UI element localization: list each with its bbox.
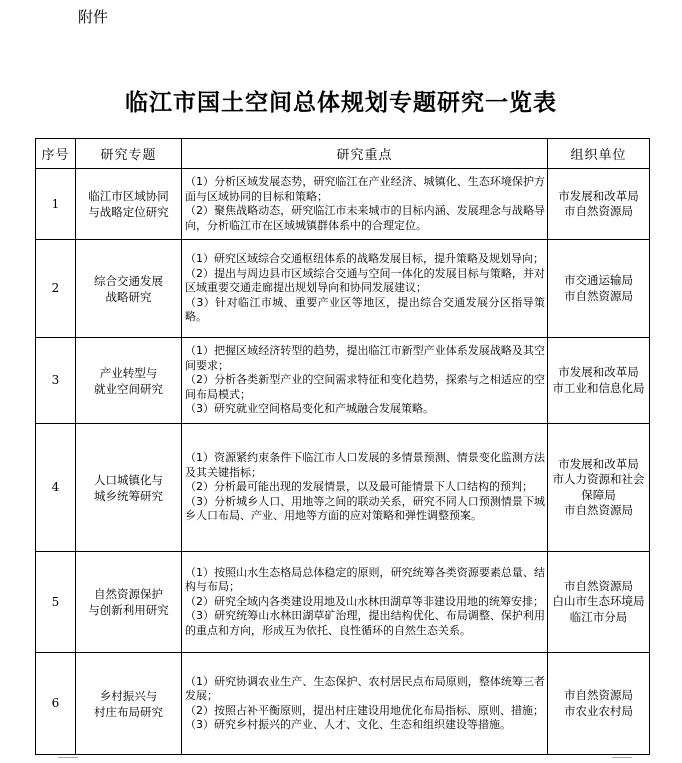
focus-item: （1）研究协调农业生产、生态保护、农村居民点布局原则，整体统筹三者发展； <box>185 674 545 702</box>
focus-item: （3）研究就业空间格局变化和产城融合发展策略。 <box>185 402 434 416</box>
org-line: 市交通运输局 <box>564 273 633 287</box>
header-org: 组织单位 <box>548 139 650 169</box>
focus-item: （3）研究统筹山水林田湖草矿治理，提出结构优化、布局调整、保护利用的重点和方向，形成互为依托、良性循环的自然生态关系。 <box>185 609 545 637</box>
topic-line: 自然资源保护 <box>94 587 163 601</box>
focus-item: （3）分析城乡人口、用地等之间的联动关系，研究不同人口预测情景下城乡人口布局、产业、用地等方面的应对策略和弹性调整预案。 <box>185 494 545 523</box>
row-focus <box>182 169 548 240</box>
row-topic <box>76 552 182 653</box>
header-topic: 研究专题 <box>76 139 182 169</box>
row-org <box>548 169 650 240</box>
topic-line: 村庄布局研究 <box>94 704 163 719</box>
focus-item: （2）研究全域内各类建设用地及山水林田湖草等非建设用地的统筹安排； <box>185 594 544 608</box>
row-index: 5 <box>36 552 76 653</box>
table-row <box>36 424 650 552</box>
row-index: 6 <box>36 653 76 755</box>
focus-item: （2）按照占补平衡原则，提出村庄建设用地优化布局指标、原则、措施； <box>185 703 544 717</box>
topic-line: 与创新利用研究 <box>88 603 169 617</box>
attachment-label: 附件 <box>78 8 109 26</box>
header-focus: 研究重点 <box>182 139 548 169</box>
row-org <box>548 552 650 653</box>
row-topic <box>76 653 182 755</box>
research-topics-table <box>35 138 650 755</box>
page-bottom-mark-left <box>58 757 78 758</box>
row-org <box>548 338 650 424</box>
row-topic <box>76 169 182 240</box>
header-index: 序号 <box>36 139 76 169</box>
focus-item: （2）聚焦战略动态，研究临江市未来城市的目标内涵、发展理念与战略导向，分析临江市在区域城镇群体系中的合理定位。 <box>185 204 545 232</box>
org-line: 市发展和改革局 <box>558 188 639 203</box>
topic-line: 临江市区域协同 <box>88 189 169 203</box>
topic-line: 就业空间研究 <box>94 381 163 396</box>
focus-item: （2）分析最可能出现的发展情景，以及最可能情景下人口结构的预判； <box>185 480 533 494</box>
row-org <box>548 240 650 338</box>
topic-line: 产业转型与 <box>99 365 158 380</box>
row-topic <box>76 240 182 338</box>
focus-item: （1）把握区域经济转型的趋势，提出临江市新型产业体系发展战略及其空间要求； <box>185 344 545 372</box>
org-line: 白山市生态环境局 <box>552 594 645 609</box>
row-index: 4 <box>36 424 76 552</box>
org-line: 市自然资源局 <box>564 578 633 593</box>
topic-line: 乡村振兴与 <box>99 688 158 703</box>
table-header-row <box>36 139 650 169</box>
topic-line: 人口城镇化与 <box>94 472 163 487</box>
table-row <box>36 653 650 755</box>
focus-item: （3）针对临江市城、重要产业区等地区，提出综合交通发展分区指导策略。 <box>185 295 545 324</box>
focus-item: （1）资源紧约束条件下临江市人口发展的多情景预测、情景变化监测方法及其关键指标； <box>185 451 545 479</box>
topic-line: 综合交通发展 <box>94 273 163 288</box>
focus-item: （3）研究乡村振兴的产业、人才、文化、生态和组织建设等措施。 <box>185 718 511 731</box>
org-line: 市工业和信息化局 <box>552 380 645 395</box>
row-focus <box>182 552 548 653</box>
focus-item: （2）分析各类新型产业的空间需求特征和变化趋势，探索与之相适应的空间布局模式； <box>185 373 545 401</box>
row-topic <box>76 338 182 424</box>
row-org <box>548 653 650 755</box>
topic-line: 城乡统筹研究 <box>94 488 163 503</box>
row-index: 2 <box>36 240 76 338</box>
row-focus <box>182 653 548 755</box>
page-bottom-mark-right <box>612 757 632 758</box>
org-line: 市自然资源局 <box>564 503 633 517</box>
focus-item: （1）分析区域发展态势，研究临江在产业经济、城镇化、生态环境保护方面与区域协同的目标和策略； <box>185 175 545 203</box>
row-index: 1 <box>36 169 76 240</box>
row-index: 3 <box>36 338 76 424</box>
org-line: 市人力资源和社会 <box>552 472 645 486</box>
table-row <box>36 240 650 338</box>
page-title: 临江市国土空间总体规划专题研究一览表 <box>125 89 557 116</box>
row-focus <box>182 338 548 424</box>
topic-line: 与战略定位研究 <box>88 205 169 219</box>
org-line: 市发展和改革局 <box>558 365 639 379</box>
org-line: 市自然资源局 <box>564 288 633 303</box>
focus-item: （2）提出与周边县市区域综合交通与空间一体化的发展目标与策略，并对区域重要交通走廊提出规划导向和协同发展建议； <box>185 266 545 295</box>
org-line: 市农业农村局 <box>564 703 633 718</box>
focus-item: （1）研究区域综合交通枢纽体系的战略发展目标，提升策略及规划导向； <box>185 252 544 266</box>
org-line: 保障局 <box>581 487 616 502</box>
focus-item: （1）按照山水生态格局总体稳定的原则，研究统筹各类资源要素总量、结构与布局； <box>185 565 545 594</box>
org-line: 临江市分局 <box>569 609 628 624</box>
table-row <box>36 338 650 424</box>
topic-line: 战略研究 <box>105 289 152 304</box>
org-line: 市自然资源局 <box>564 204 633 218</box>
row-topic <box>76 424 182 552</box>
table-row <box>36 169 650 240</box>
row-org <box>548 424 650 552</box>
row-focus <box>182 424 548 552</box>
org-line: 市发展和改革局 <box>558 456 639 471</box>
row-focus <box>182 240 548 338</box>
table-row <box>36 552 650 653</box>
org-line: 市自然资源局 <box>564 688 633 702</box>
